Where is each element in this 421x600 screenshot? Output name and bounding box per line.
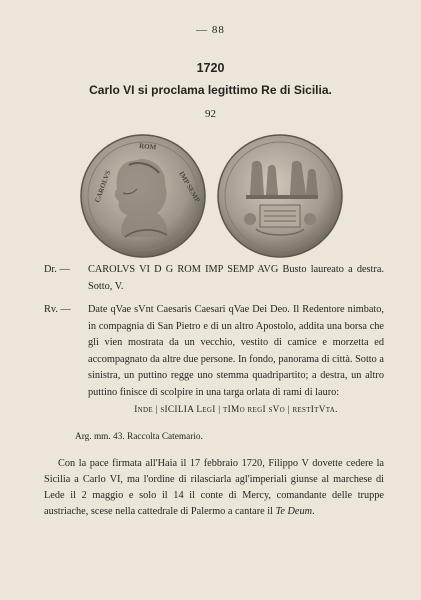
obverse-description: [44, 262, 384, 295]
reverse-text: Date qVae sVnt Caesaris Caesari qVae Dei Deo. Il Redentore nimbato, in compagnia di San Pietro e di un altro Apostolo, addita una borsa che gli vien mostrata da un vecchio, vestito di camice e morzetta ed accompagnato da altre due persone. In fondo, panorama di città. Sotto a sinistra, un puttino regge uno stemma quadripartito; a destra, un altro puttino finisce di scolpire in una targa orlata di rami di lauro:: [88, 304, 384, 398]
svg-text:CAROLVS: CAROLVS: [93, 169, 113, 204]
year-heading: 1720: [196, 61, 225, 75]
page-number: — 88: [196, 24, 225, 36]
section-title: Carlo VI si proclama legittimo Re di Sicilia.: [89, 83, 332, 97]
closing-italic: Te Deum: [275, 506, 313, 517]
closing-paragraph: [44, 456, 384, 520]
reverse-label: Rv. —: [44, 304, 71, 315]
reverse-coin-image: [216, 133, 344, 259]
reverse-description: [44, 302, 384, 418]
obverse-coin-image: [79, 133, 207, 259]
obverse-text: CAROLVS VI D G ROM IMP SEMP AVG Busto laureato a destra. Sotto, V.: [88, 264, 384, 292]
reverse-legend: Inde | sICILIA LegI | tIMo regI sVo | restItVta.: [134, 404, 338, 415]
source-note: Arg. mm. 43. Raccolta Catemario.: [75, 432, 203, 442]
closing-end: .: [312, 506, 315, 517]
svg-text:IMP SEMP: IMP SEMP: [177, 170, 202, 204]
plate-number: 92: [205, 108, 216, 120]
obverse-label: Dr. —: [44, 264, 70, 275]
svg-text:ROM: ROM: [138, 142, 157, 152]
closing-text: Con la pace firmata all'Haia il 17 febbraio 1720, Filippo V dovette cedere la Sicilia a Carlo VI, ma l'ordine di rilasciarla agl'imperiali giunse al marchese di Lede il 2 maggio e solo il 14 il conte di Mercy, comandante delle truppe austriache, scese nella cattedrale di Palermo a cantare il: [44, 458, 384, 517]
